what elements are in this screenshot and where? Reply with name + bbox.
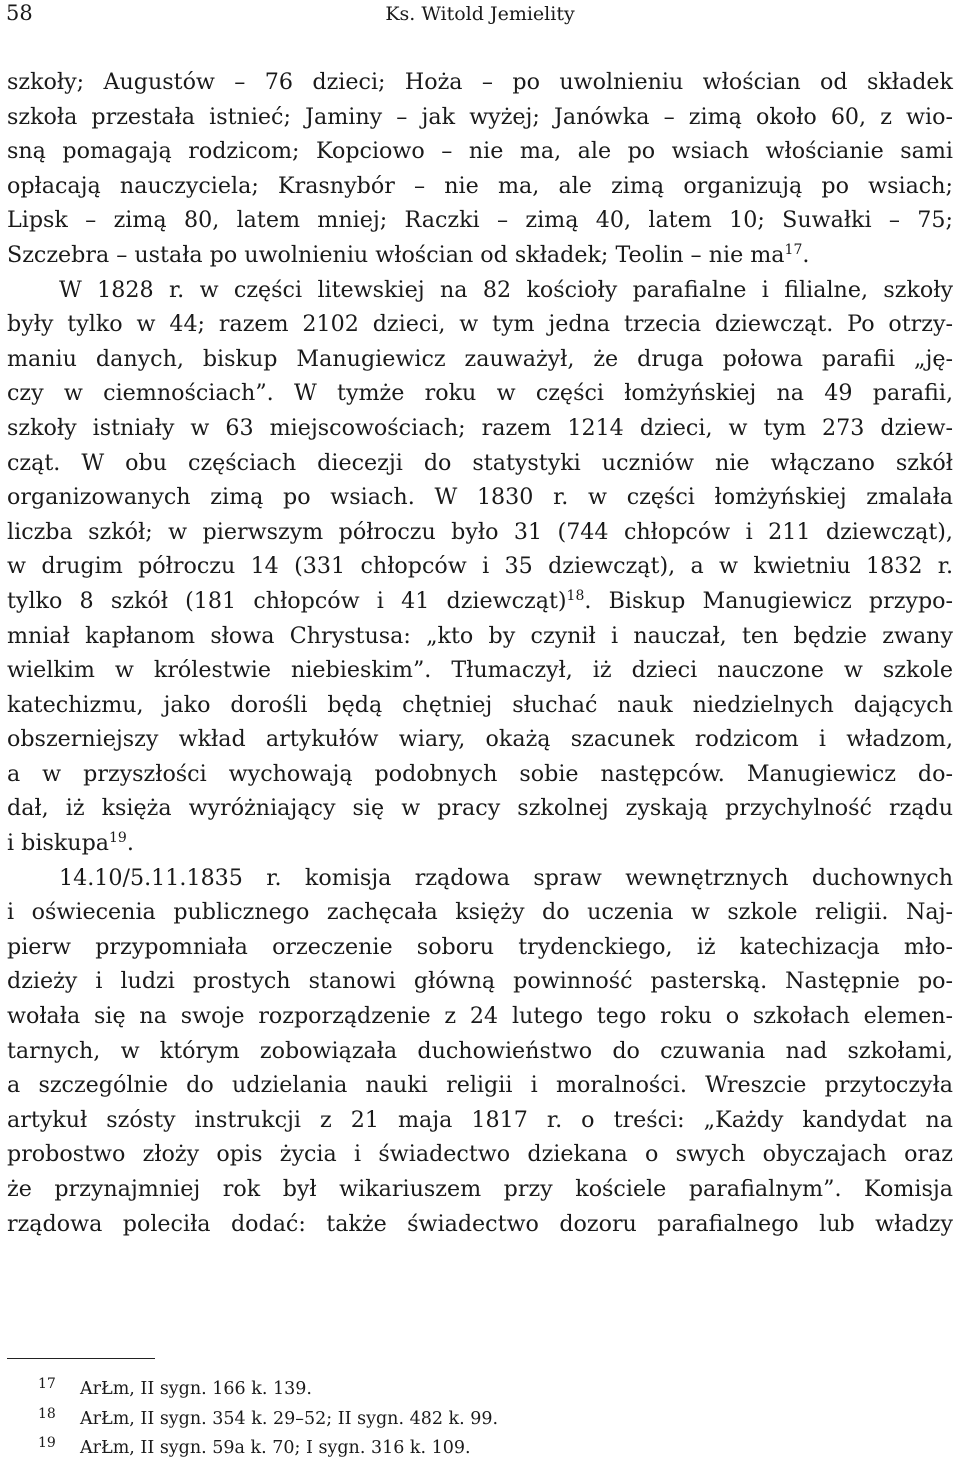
text-line <box>7 342 953 377</box>
text-line <box>7 169 953 204</box>
text-line-content: W 1828 r. w części litewskiej na 82 kościoły parafialne i filialne, szkoły <box>59 276 953 303</box>
page-number: 58 <box>6 1 33 25</box>
text-line-content: wołała się na swoje rozporządzenie z 24 lutego tego roku o szkołach elemen- <box>7 1003 953 1030</box>
text-line <box>7 688 953 723</box>
footnote-reference: 19 <box>109 830 127 847</box>
text-line-content: czy w ciemnościach”. W tymże roku w części łomżyńskiej na 49 parafii, <box>7 380 953 407</box>
text-line <box>7 376 953 411</box>
text-line <box>7 1034 953 1069</box>
text-line-tail: . Biskup Manugiewicz przypo- <box>584 587 954 614</box>
text-line <box>7 411 953 446</box>
text-line <box>7 584 953 619</box>
text-line-content: rządowa poleciła dodać: także świadectwo dozoru parafialnego lub władzy <box>7 1210 953 1237</box>
text-line-tail: . <box>126 830 134 857</box>
text-line-content: i oświecenia publicznego zachęcała księży do uczenia w szkole religii. Naj- <box>7 899 953 926</box>
text-line <box>7 134 953 169</box>
text-line-content: cząt. W obu częściach diecezji do statystyki uczniów nie włączano szkół <box>7 449 953 476</box>
running-head: Ks. Witold Jemielity <box>385 3 575 25</box>
text-line-content: maniu danych, biskup Manugiewicz zauważył, że druga połowa parafii „ję- <box>7 345 953 372</box>
footnote-text: ArŁm, II sygn. 166 k. 139. <box>80 1379 312 1399</box>
text-line-content: probostwo złoży opis życia i świadectwo dziekana o swych obyczajach oraz <box>7 1141 953 1168</box>
text-line-content: a w przyszłości wychowają podobnych sobie następców. Manugiewicz do- <box>7 760 953 787</box>
text-line-content: szkoła przestała istnieć; Jaminy – jak wyżej; Janówka – zimą około 60, z wio- <box>7 103 953 130</box>
text-line <box>7 895 953 930</box>
text-line <box>7 1137 953 1172</box>
text-line-content: dał, iż księża wyróżniający się w pracy szkolnej zyskają przychylność rządu <box>7 795 953 822</box>
text-line-content: szkoły; Augustów – 76 dzieci; Hoża – po uwolnieniu włościan od składek <box>7 69 953 95</box>
text-line <box>7 238 953 273</box>
text-line-content: Szczebra – ustała po uwolnieniu włościan od składek; Teolin – nie ma <box>7 241 785 268</box>
text-line <box>7 100 953 135</box>
text-line-content: a szczególnie do udzielania nauki religii i moralności. Wreszcie przytoczyła <box>7 1072 953 1099</box>
text-line-content: 14.10/5.11.1835 r. komisja rządowa spraw wewnętrznych duchownych <box>59 864 953 891</box>
text-line <box>7 861 953 896</box>
text-line-tail: . <box>802 241 810 268</box>
text-line-content: i biskupa <box>7 830 109 857</box>
text-line-content: dzieży i ludzi prostych stanowi główną powinność pasterską. Następnie po- <box>7 968 953 995</box>
text-line-content: Lipsk – zimą 80, latem mniej; Raczki – zimą 40, latem 10; Suwałki – 75; <box>7 207 953 234</box>
footnote-text: ArŁm, II sygn. 354 k. 29–52; II sygn. 482 k. 99. <box>80 1408 499 1429</box>
text-line-content: sną pomagają rodzicom; Kopciowo – nie ma, ale po wsiach włościanie sami <box>7 138 953 165</box>
footnote-reference: 18 <box>566 587 585 604</box>
text-line <box>7 757 953 792</box>
text-line <box>7 930 953 965</box>
text-line-content: liczba szkół; w pierwszym półroczu było 31 (744 chłopców i 211 dziewcząt), <box>7 518 953 545</box>
footnote-19: 19 ArŁm, II sygn. 59a k. 70; I sygn. 316 k. 109. <box>38 1435 471 1458</box>
text-line <box>7 1172 953 1207</box>
text-line <box>7 722 953 757</box>
text-line-content: katechizmu, jako dorośli będą chętniej słuchać nauk niedzielnych dających <box>7 691 953 718</box>
text-line <box>7 619 953 654</box>
footnote-17: 17 ArŁm, II sygn. 166 k. 139. <box>38 1376 312 1399</box>
text-line <box>7 999 953 1034</box>
body-text <box>7 65 953 1241</box>
text-line-content: że przynajmniej rok był wikariuszem przy kościele parafialnym”. Komisja <box>7 1176 953 1202</box>
text-line <box>7 791 953 826</box>
text-line <box>7 446 953 481</box>
footnote-18: 18 ArŁm, II sygn. 354 k. 29–52; II sygn. 482 k. 99. <box>38 1405 499 1429</box>
footnote-separator <box>7 1358 155 1359</box>
text-line-content: tylko 8 szkół (181 chłopców i 41 dziewcząt) <box>7 587 567 614</box>
page-header <box>0 0 960 30</box>
footnotes <box>38 1375 498 1464</box>
text-line-content: tarnych, w którym zobowiązała duchowieństwo do czuwania nad szkołami, <box>7 1037 953 1064</box>
text-line <box>7 1068 953 1103</box>
text-line <box>7 653 953 688</box>
text-line <box>7 480 953 515</box>
footnote-reference: 17 <box>784 241 803 258</box>
text-line <box>7 826 953 861</box>
text-line-content: organizowanych zimą po wsiach. W 1830 r. w części łomżyńskiej zmalała <box>7 484 953 511</box>
text-line-content: obszerniejszy wkład artykułów wiary, okażą szacunek rodzicom i władzom, <box>7 726 953 753</box>
text-line-content: szkoły istniały w 63 miejscowościach; razem 1214 dzieci, w tym 273 dziew- <box>7 414 953 441</box>
text-line-content: wielkim w królestwie niebieskim”. Tłumaczył, iż dzieci nauczone w szkole <box>7 657 953 684</box>
text-line <box>7 1207 953 1242</box>
text-line-content: opłacają nauczyciela; Krasnybór – nie ma, ale zimą organizują po wsiach; <box>7 172 953 199</box>
text-line <box>7 65 953 100</box>
text-line-content: mniał kapłanom słowa Chrystusa: „kto by czynił i nauczał, ten będzie zwany <box>7 622 953 649</box>
text-line-content: pierw przypomniała orzeczenie soboru trydenckiego, iż katechizacja mło- <box>7 933 953 960</box>
text-line-content: w drugim półroczu 14 (331 chłopców i 35 dziewcząt), a w kwietniu 1832 r. <box>7 553 953 580</box>
footnote-text: ArŁm, II sygn. 59a k. 70; I sygn. 316 k. 109. <box>80 1438 471 1458</box>
text-line <box>7 515 953 550</box>
text-line-content: artykuł szósty instrukcji z 21 maja 1817 r. o treści: „Każdy kandydat na <box>7 1106 953 1133</box>
text-line <box>7 964 953 999</box>
text-line-content: były tylko w 44; razem 2102 dzieci, w tym jedna trzecia dziewcząt. Po otrzy- <box>7 311 953 338</box>
text-line <box>7 273 953 308</box>
text-line <box>7 203 953 238</box>
text-line <box>7 1103 953 1138</box>
text-line <box>7 307 953 342</box>
text-line <box>7 549 953 584</box>
